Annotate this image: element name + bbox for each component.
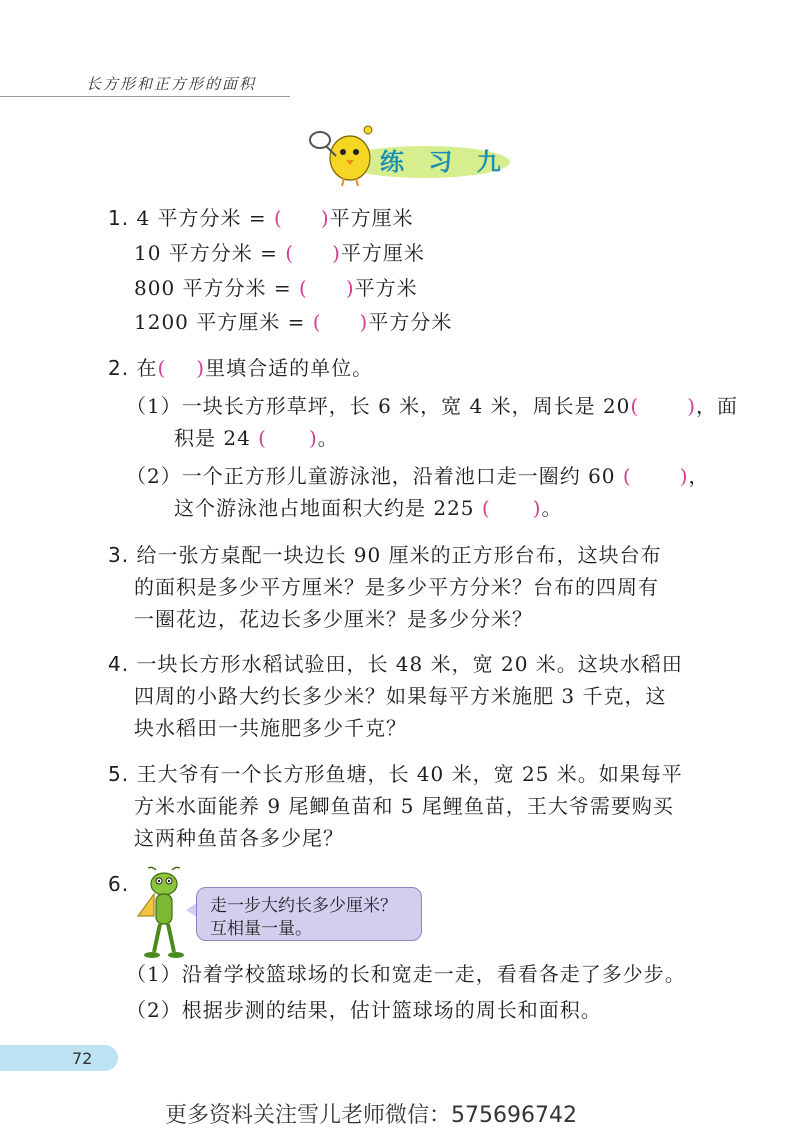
q2-sub2-text-tail: ， xyxy=(688,464,710,488)
q4-number: 4. xyxy=(108,652,130,676)
bubble-text-line-1: 走一步大约长多少厘米？ xyxy=(210,896,397,916)
q6-sub1: （1）沿着学校篮球场的长和宽走一走，看看各走了多少步。 xyxy=(126,962,686,986)
answer-bracket-close: ) xyxy=(332,241,341,265)
page-number-tab xyxy=(0,1045,118,1071)
q2-pre: 在 xyxy=(136,356,158,380)
q2-sub2-line2 xyxy=(174,498,563,518)
q1-line-1 xyxy=(108,208,414,228)
q3-text: 给一张方桌配一块边长 90 厘米的正方形台布，这块台布 xyxy=(136,543,662,567)
answer-bracket-close: ) xyxy=(687,394,697,418)
answer-bracket-open: ( xyxy=(274,206,283,230)
q1-item-pre: 800 平方分米 = xyxy=(134,276,300,300)
q2-sub1-text: （1）一块长方形草坪，长 6 米，宽 4 米，周长是 20 xyxy=(126,394,631,418)
answer-bracket-close: ) xyxy=(532,496,542,520)
q1-item-pre: 1200 平方厘米 = xyxy=(134,310,313,334)
q5-number: 5. xyxy=(108,762,130,786)
q5-line-1 xyxy=(108,764,683,784)
exercise-title: 练 习 九 xyxy=(380,148,509,176)
q2-sub1-line1 xyxy=(126,396,738,416)
answer-bracket-open: ( xyxy=(299,276,308,300)
header-rule xyxy=(0,96,290,97)
q1-item-pre: 4 平方分米 = xyxy=(136,206,275,230)
q5-line-2: 方米水面能养 9 尾鲫鱼苗和 5 尾鲤鱼苗，王大爷需要购买 xyxy=(134,794,674,818)
answer-bracket-open: ( xyxy=(630,394,640,418)
watermark-text: 更多资料关注雪儿老师微信：575696742 xyxy=(165,1103,577,1128)
q3-line-1 xyxy=(108,545,662,565)
q2-post: 里填合适的单位。 xyxy=(205,356,374,380)
q2-sub1-text-tail: 。 xyxy=(317,426,339,450)
page-number: 72 xyxy=(72,1049,93,1068)
q1-line-3 xyxy=(134,278,418,298)
answer-bracket-close: ) xyxy=(196,356,206,380)
answer-bracket-close: ) xyxy=(320,206,330,230)
answer-bracket-close: ) xyxy=(345,276,355,300)
q3-line-2: 的面积是多少平方厘米？是多少平方分米？台布的四周有 xyxy=(134,575,659,599)
q2-prompt xyxy=(108,358,373,378)
q4-text: 一块长方形水稻试验田，长 48 米，宽 20 米。这块水稻田 xyxy=(136,652,683,676)
q1-item-post: 平方米 xyxy=(354,276,418,300)
q4-line-2: 四周的小路大约长多少米？如果每平方米施肥 3 千克，这 xyxy=(134,684,667,708)
q2-sub1-text: 积是 24 xyxy=(174,426,259,450)
answer-bracket-open: ( xyxy=(157,356,167,380)
q1-item-post: 平方厘米 xyxy=(329,206,414,230)
q3-number: 3. xyxy=(108,543,130,567)
answer-bracket-open: ( xyxy=(258,426,267,450)
running-header: 长方形和正方形的面积 xyxy=(86,75,257,93)
answer-bracket-open: ( xyxy=(312,310,322,334)
q1-number: 1. xyxy=(108,206,130,230)
q2-sub1-line2 xyxy=(174,428,339,448)
q5-text: 王大爷有一个长方形鱼塘，长 40 米，宽 25 米。如果每平 xyxy=(136,762,683,786)
answer-bracket-open: ( xyxy=(481,496,491,520)
q4-line-1 xyxy=(108,654,683,674)
q1-item-post: 平方分米 xyxy=(368,310,453,334)
q2-sub2-text: 这个游泳池占地面积大约是 225 xyxy=(174,496,482,520)
chick-mascot-icon xyxy=(310,126,372,186)
q5-line-3: 这两种鱼苗各多少尾？ xyxy=(134,826,344,850)
q2-sub2-line1 xyxy=(126,466,710,486)
q2-number: 2. xyxy=(108,356,130,380)
q6-number: 6. xyxy=(108,872,130,896)
grasshopper-mascot-icon xyxy=(130,866,192,960)
q1-item-pre: 10 平方分米 = xyxy=(134,241,286,265)
q1-line-2 xyxy=(134,243,425,263)
answer-bracket-open: ( xyxy=(622,464,632,488)
answer-bracket-close: ) xyxy=(359,310,369,334)
answer-bracket-open: ( xyxy=(285,241,295,265)
q2-sub2-text-tail: 。 xyxy=(541,496,563,520)
q3-line-3: 一圈花边，花边长多少厘米？是多少分米？ xyxy=(134,607,533,631)
q2-sub2-text: （2）一个正方形儿童游泳池，沿着池口走一圈约 60 xyxy=(126,464,623,488)
q6-sub2: （2）根据步测的结果，估计篮球场的周长和面积。 xyxy=(126,998,602,1022)
answer-bracket-close: ) xyxy=(308,426,318,450)
q2-sub1-text-tail: ，面 xyxy=(696,394,739,418)
bubble-text-line-2: 互相量一量。 xyxy=(210,919,312,939)
q1-item-post: 平方厘米 xyxy=(340,241,425,265)
q4-line-3: 块水稻田一共施肥多少千克？ xyxy=(134,716,407,740)
answer-bracket-close: ) xyxy=(679,464,689,488)
q1-line-4 xyxy=(134,312,452,332)
